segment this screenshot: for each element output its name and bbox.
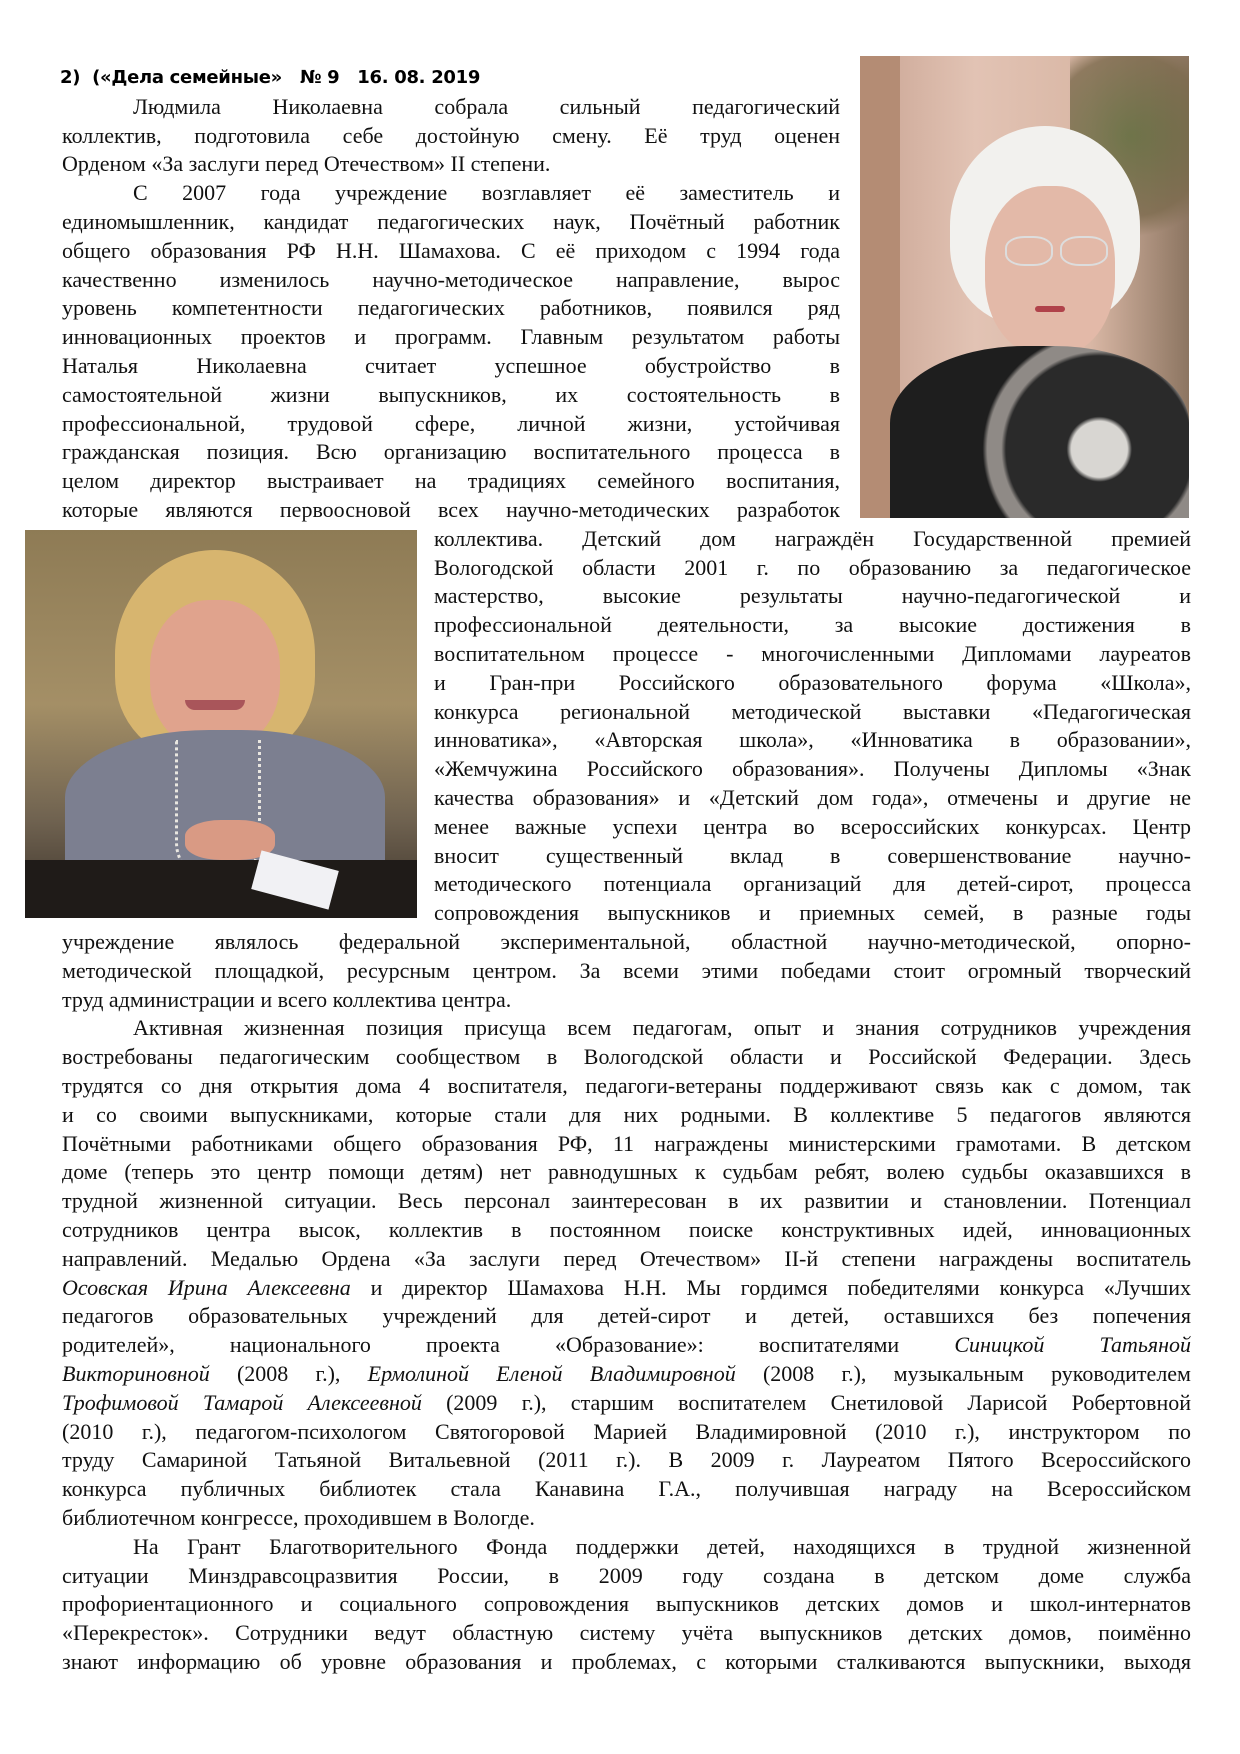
text-span: коллектива. Детский дом награждён Государственной премией: [434, 525, 1191, 551]
text-span: уровень компетентности педагогических работников, появился ряд: [62, 295, 840, 321]
text-span: и со своими выпускниками, которые стали для них родными. В коллективе 5 педагогов являются: [62, 1101, 1191, 1127]
text-line: [434, 725, 1191, 754]
text-line: [434, 697, 1191, 726]
text-line: [62, 1301, 1191, 1330]
italic-name: Синицкой Татьяной: [954, 1332, 1191, 1358]
text-span: востребованы педагогическим сообществом в Вологодской области и Российской Федерации. Здесь: [62, 1044, 1191, 1070]
text-span: гражданская позиция. Всю организацию воспитательного процесса в: [62, 439, 840, 465]
text-line: [62, 1042, 1191, 1071]
text-span: «Жемчужина Российского образования». Получены Дипломы «Знак: [434, 756, 1191, 782]
text-span: инноватика», «Авторская школа», «Инноватика в образовании»,: [434, 727, 1191, 753]
text-line: [62, 1618, 1191, 1647]
text-line: [62, 149, 840, 178]
text-line: [434, 553, 1191, 582]
text-span: труд администрации и всего коллектива центра.: [62, 986, 512, 1012]
italic-name: Викториновной: [62, 1361, 210, 1386]
text-span: сотрудников центра высок, коллектив в постоянном поиске конструктивных идей, инновационных: [62, 1217, 1191, 1242]
text-line: [62, 927, 1191, 956]
text-line: [434, 639, 1191, 668]
photo-portrait-older-woman: [860, 56, 1189, 518]
text-span: целом директор выстраивает на традициях семейного воспитания,: [62, 468, 840, 494]
text-line: [62, 92, 840, 121]
text-line: [62, 1157, 1191, 1186]
text-span: «Перекресток». Сотрудники ведут областную систему учёта выпускников детских домов, поимённо: [62, 1620, 1191, 1646]
text-span: инновационных проектов и программ. Главным результатом работы: [62, 324, 840, 350]
text-line: [62, 1561, 1191, 1590]
text-span: и Гран-при Российского образовательного форума «Школа»,: [434, 669, 1191, 695]
italic-name: Осовская Ирина Алексеевна: [62, 1274, 351, 1300]
text-line: [434, 841, 1191, 870]
text-line: [62, 985, 1191, 1014]
text-span: (2008 г.),: [209, 1361, 368, 1386]
text-span: качественно изменилось научно-методическое направление, вырос: [62, 266, 840, 292]
article-source-header: 2) («Дела семейные» № 9 16. 08. 2019: [60, 67, 481, 88]
text-span: трудной жизненной ситуации. Весь персонал заинтересован в их развитии и становлении. Потенциал: [62, 1188, 1191, 1214]
text-line: [434, 524, 1191, 553]
text-line: [62, 1100, 1191, 1129]
text-line: [62, 1273, 1191, 1302]
text-line: [62, 1474, 1191, 1503]
text-span: конкурса региональной методической выставки «Педагогическая: [434, 698, 1191, 724]
text-span: (2009 г.), старшим воспитателем Снетиловой Ларисой Робертовной: [421, 1389, 1191, 1415]
text-line: [62, 236, 840, 265]
text-span: методической площадкой, ресурсным центром. За всеми этими победами стоит огромный творческий: [62, 957, 1191, 983]
text-span: труду Самариной Татьяной Витальевной (2011 г.). В 2009 г. Лауреатом Пятого Всероссийского: [62, 1447, 1191, 1473]
text-span: педагогов образовательных учреждений для детей-сирот и детей, оставшихся без попечения: [62, 1303, 1191, 1329]
text-span: которые являются первоосновой всех научно-методических разработок: [62, 497, 840, 522]
text-span: трудятся со дня открытия дома 4 воспитателя, педагоги-ветераны поддерживают связь как с домом, так: [62, 1073, 1191, 1098]
text-span: воспитательном процессе - многочисленными Дипломами лауреатов: [434, 641, 1191, 666]
text-span: На Грант Благотворительного Фонда поддержки детей, находящихся в трудной жизненной: [133, 1533, 1191, 1559]
text-span: коллектив, подготовила себе достойную смену. Её труд оценен: [62, 122, 840, 148]
text-line: [434, 610, 1191, 639]
text-span: качества образования» и «Детский дом года», отмечены и другие не: [434, 785, 1191, 810]
text-line: [62, 1388, 1191, 1417]
text-span: общего образования РФ Н.Н. Шамахова. С её приходом с 1994 года: [62, 237, 840, 263]
text-line: [62, 1244, 1191, 1273]
text-span: доме (теперь это центр помощи детям) нет равнодушных к судьбам ребят, волею судьбы оказавшихся в: [62, 1159, 1191, 1185]
text-span: направлений. Медалью Ордена «За заслуги перед Отечеством» II-й степени награждены воспитатель: [62, 1245, 1191, 1271]
text-span: (2010 г.), педагогом-психологом Святогоровой Марией Владимировной (2010 г.), инструктором по: [62, 1418, 1191, 1444]
text-span: знают информацию об уровне образования и проблемах, с которыми сталкиваются выпускники, выходя: [62, 1649, 1191, 1674]
text-line: [62, 1503, 1191, 1532]
text-line: [62, 322, 840, 351]
text-line: [62, 1330, 1191, 1359]
text-line: [62, 1215, 1191, 1244]
text-line: [434, 869, 1191, 898]
photo-portrait-smiling-woman: [25, 530, 417, 918]
text-line: [62, 1647, 1191, 1676]
text-span: сопровождения выпускников и приемных семей, в разные годы: [434, 900, 1191, 926]
text-line: [62, 1129, 1191, 1158]
text-span: Почётными работниками общего образования РФ, 11 награждены министерскими грамотами. В детском: [62, 1130, 1191, 1156]
text-span: (2008 г.), музыкальным руководителем: [735, 1361, 1191, 1386]
text-span: профессиональной, трудовой сфере, личной жизни, устойчивая: [62, 410, 840, 436]
text-span: мастерство, высокие результаты научно-педагогической и: [434, 583, 1191, 609]
italic-name: Ермолиной Еленой Владимировной: [367, 1361, 736, 1386]
text-line: [62, 1071, 1191, 1100]
text-line: [434, 668, 1191, 697]
text-span: ситуации Минздравсоцразвития России, в 2009 году создана в детском доме служба: [62, 1562, 1191, 1588]
text-line: [62, 1589, 1191, 1618]
text-span: С 2007 года учреждение возглавляет её заместитель и: [133, 180, 840, 206]
text-line: [62, 1417, 1191, 1446]
italic-name: Трофимовой Тамарой Алексеевной: [62, 1389, 422, 1415]
text-line: [434, 581, 1191, 610]
text-span: единомышленник, кандидат педагогических наук, Почётный работник: [62, 209, 840, 234]
text-line: [62, 380, 840, 409]
text-span: Активная жизненная позиция присуща всем педагогам, опыт и знания сотрудников учреждения: [133, 1015, 1191, 1041]
text-span: и директор Шамахова Н.Н. Мы гордимся победителями конкурса «Лучших: [350, 1274, 1191, 1300]
text-line: [62, 495, 840, 524]
text-span: учреждение являлось федеральной экспериментальной, областной научно-методической, опорно-: [62, 929, 1191, 954]
text-line: [62, 265, 840, 294]
text-span: Людмила Николаевна собрала сильный педагогический: [133, 93, 840, 119]
text-line: [62, 1532, 1191, 1561]
text-line: [434, 898, 1191, 927]
text-line: [62, 1186, 1191, 1215]
text-line: [62, 207, 840, 236]
text-line: [62, 1013, 1191, 1042]
text-line: [62, 956, 1191, 985]
text-line: [62, 351, 840, 380]
text-span: Орденом «За заслуги перед Отечеством» II степени.: [62, 151, 551, 177]
text-span: профориентационного и социального сопровождения выпускников детских домов и школ-интернатов: [62, 1591, 1191, 1617]
text-line: [62, 466, 840, 495]
text-span: менее важные успехи центра во всероссийских конкурсах. Центр: [434, 813, 1191, 839]
text-line: [62, 409, 840, 438]
text-line: [434, 783, 1191, 812]
text-line: [62, 1359, 1191, 1388]
text-span: конкурса публичных библиотек стала Канавина Г.А., получившая награду на Всероссийском: [62, 1476, 1191, 1502]
text-line: [62, 293, 840, 322]
text-line: [434, 754, 1191, 783]
text-span: самостоятельной жизни выпускников, их состоятельность в: [62, 381, 840, 407]
text-line: [62, 178, 840, 207]
text-line: [62, 121, 840, 150]
text-span: вносит существенный вклад в совершенствование научно-: [434, 842, 1191, 868]
text-span: Вологодской области 2001 г. по образованию за педагогическое: [434, 554, 1191, 580]
text-span: родителей», национального проекта «Образование»: воспитателями: [62, 1332, 955, 1358]
text-line: [62, 1445, 1191, 1474]
text-span: методического потенциала организаций для детей-сирот, процесса: [434, 871, 1191, 897]
text-line: [62, 437, 840, 466]
text-span: профессиональной деятельности, за высокие достижения в: [434, 612, 1191, 638]
text-span: библиотечном конгрессе, проходившем в Вологде.: [62, 1505, 535, 1530]
text-line: [434, 812, 1191, 841]
text-span: Наталья Николаевна считает успешное обустройство в: [62, 353, 840, 378]
